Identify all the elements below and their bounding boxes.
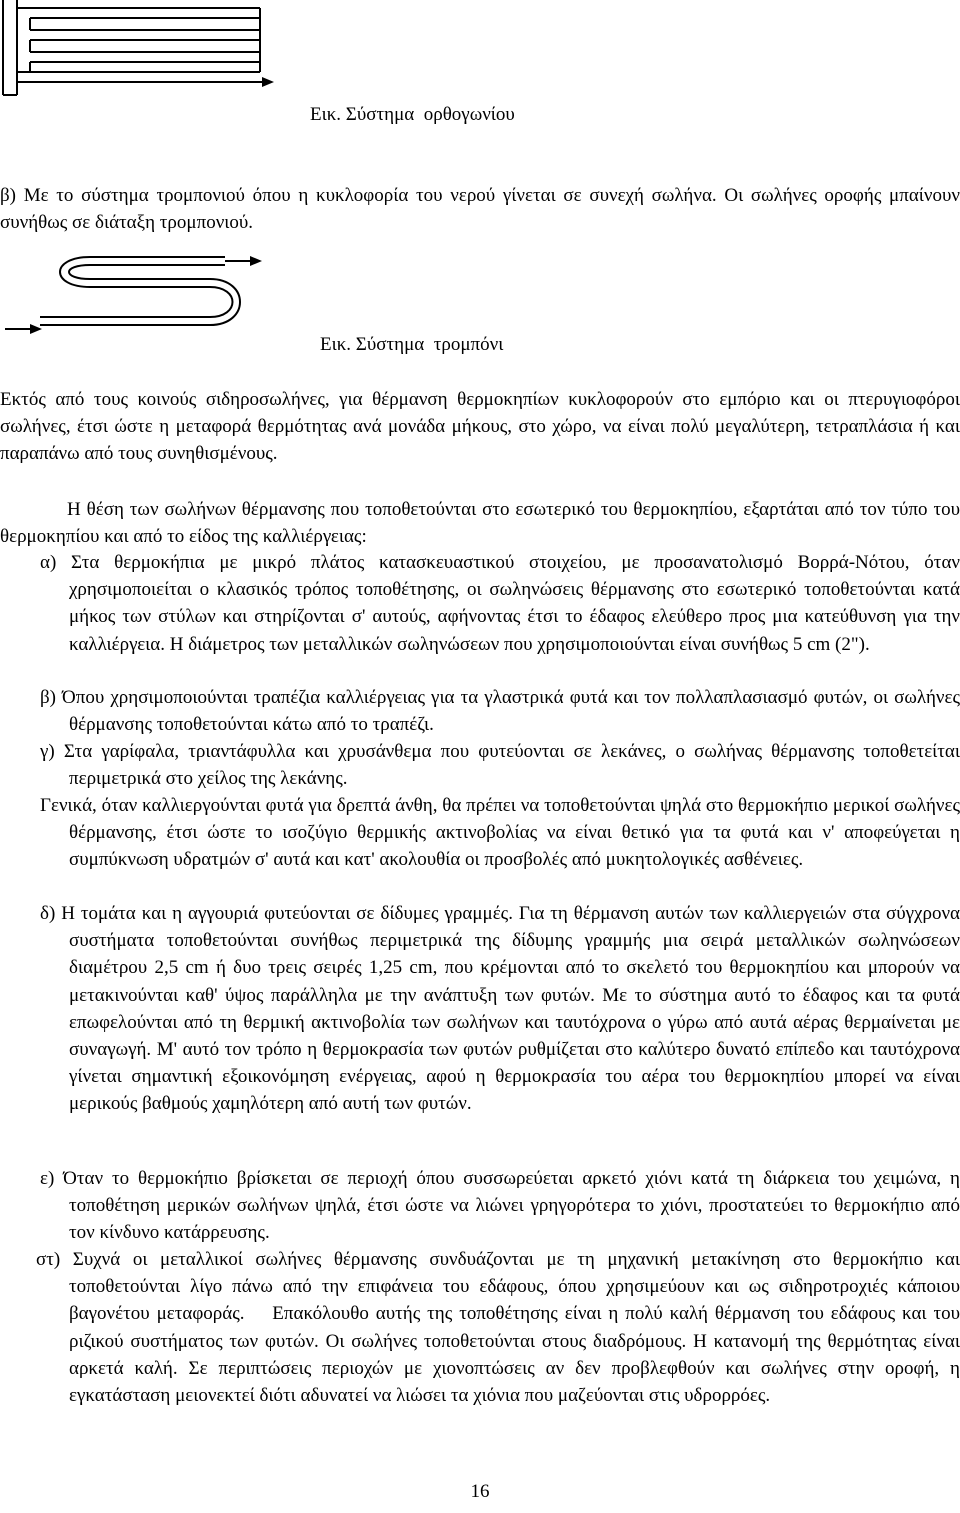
list-item-text: β) Όπου χρησιμοποιούνται τραπέζια καλλιέργειας για τα γλαστρικά φυτά και τον πολλαπλασιασμό φυτών, οι σωλήνες θέρμανσης τοποθετούνται κάτω από το τραπέζι.	[40, 687, 960, 736]
page-number: 16	[470, 1481, 490, 1502]
list-item-general	[0, 792, 960, 874]
list-item-text: ε) Όταν το θερμοκήπιο βρίσκεται σε περιοχή όπου συσσωρεύεται αρκετό χιόνι κατά τη διάρκεια του χειμώνα, η τοποθέτηση μερικών σωλήνων ψηλά, έτσι ώστε να λιώνει γρηγορότερα το χιόνι, προστατεύει το θερμοκήπιο από τον κίνδυνο κατάρρευσης.	[40, 1168, 960, 1244]
list-item-gamma	[0, 738, 960, 792]
list-item-text: γ) Στα γαρίφαλα, τριαντάφυλλα και χρυσάνθεμα που φυτεύονται σε λεκάνες, ο σωλήνας θέρμανσης τοποθετείται περιμετρικά στο χείλος της λεκάνης.	[40, 741, 960, 790]
list-item-alpha	[0, 549, 960, 658]
figure-caption: Εικ. Σύστημα τρομπόνι	[320, 334, 504, 355]
list-item-text: α) Στα θερμοκήπια με μικρό πλάτος κατασκευαστικού στοιχείου, με προσανατολισμό Βορρά-Νότου, όταν χρησιμοποιείται ο κλασικός τρόπος τοποθέτησης, οι σωληνώσεις θέρμανσης στο εσωτερικό τοποθετούνται κατά μήκος των στύλων και στηρίζονται σ' αυτούς, αφήνοντας έτσι το έδαφος ελεύθερο προς μια κατεύθυνση για την καλλιέργεια. Η διάμετρος των μεταλλικών σωληνώσεων που χρησιμοποιούνται είναι συνήθως 5 cm (2").	[40, 552, 960, 655]
figure-caption: Εικ. Σύστημα ορθογωνίου	[310, 104, 515, 125]
list-item-text: στ) Συχνά οι μεταλλικοί σωλήνες θέρμανσης συνδυάζονται με τη μηχανική μετακίνηση στο θερμοκήπιο και τοποθετούνται λίγο πάνω από την επιφάνεια του εδάφους, όπου χρησιμεύουν και ως σιδηροτροχιές κάποιου βαγονέτου μεταφοράς. Επακόλουθο αυτής της τοποθέτησης είναι η πολύ καλή θέρμανση του εδάφους και του ριζικού συστήματος των φυτών. Οι σωλήνες τοποθετούνται στους διαδρόμους. Η κατανομή της θερμότητας είναι αρκετά καλή. Σε περιπτώσεις περιοχών με χιονοπτώσεις αν δεν προβλεφθούν και σωλήνες στην οροφή, η εγκατάσταση μειονεκτεί διότι αδυνατεί να λιώσει τα χιόνια που μαζεύονται στις υδρορρόες.	[36, 1249, 960, 1407]
rectangular-system-figure	[0, 0, 300, 100]
paragraph-pipe-position: Η θέση των σωλήνων θέρμανσης που τοποθετούνται στο εσωτερικό του θερμοκηπίου, εξαρτάται από τον τύπο του θερμοκηπίου και από το είδος της καλλιέργειας:	[0, 499, 960, 548]
list-item-st	[0, 1246, 960, 1409]
list-item-text: Γενικά, όταν καλλιεργούνται φυτά για δρεπτά άνθη, θα πρέπει να τοποθετούνται ψηλά στο θερμοκήπιο μερικοί σωλήνες θέρμανσης, έτσι ώστε το ισοζύγιο θερμικής ακτινοβολίας να είναι θετικό για τα φυτά και ν' αποφεύγεται η συμπύκνωση υδρατμών σ' αυτά και κατ' ακολουθία οι προσβολές από μυκητολογικές ασθένειες.	[40, 795, 960, 871]
paragraph-trombone-intro: β) Με το σύστημα τρομπονιού όπου η κυκλοφορία του νερού γίνεται σε συνεχή σωλήνα. Οι σωλήνες οροφής μπαίνουν συνήθως σε διάταξη τρομπονιού.	[0, 185, 960, 234]
list-item-delta	[0, 900, 960, 1118]
paragraph-finned-pipes: Εκτός από τους κοινούς σιδηροσωλήνες, για θέρμανση θερμοκηπίων κυκλοφορούν στο εμπόριο και οι πτερυγιοφόροι σωλήνες, έτσι ώστε η μεταφορά θερμότητας ανά μονάδα μήκους, στο χώρο, να είναι πολύ μεγαλύτερη, τετραπλάσια ή και παραπάνω από τους συνηθισμένους.	[0, 389, 960, 465]
list-item-beta	[0, 684, 960, 738]
list-item-epsilon	[0, 1165, 960, 1247]
trombone-system-figure	[0, 245, 300, 345]
list-item-text: δ) Η τομάτα και η αγγουριά φυτεύονται σε δίδυμες γραμμές. Για τη θέρμανση αυτών των καλλιεργειών στα σύγχρονα συστήματα τοποθετούνται συνήθως περιμετρικά της δίδυμης γραμμής μια σειρά μεταλλικών σωληνώσεων διαμέτρου 2,5 cm ή δυο τρεις σειρές 1,25 cm, που κρέμονται από το σκελετό του θερμοκηπίου και μπορούν να μετακινούνται καθ' ύψος παράλληλα με την ανάπτυξη των φυτών. Με το σύστημα αυτό το έδαφος και τα φυτά επωφελούνται από τη θερμική ακτινοβολία των σωλήνων και ταυτόχρονα ο γύρω από αυτά αέρας θερμαίνεται με συναγωγή. Μ' αυτό τον τρόπο η θερμοκρασία των φυτών ρυθμίζεται στο καλύτερο δυνατό επίπεδο και ταυτόχρονα γίνεται σημαντική εξοικονόμηση ενέργειας, αφού η θερμοκρασία του αέρα του θερμοκηπίου μπορεί να είναι μερικούς βαθμούς χαμηλότερη από αυτή των φυτών.	[40, 903, 960, 1115]
